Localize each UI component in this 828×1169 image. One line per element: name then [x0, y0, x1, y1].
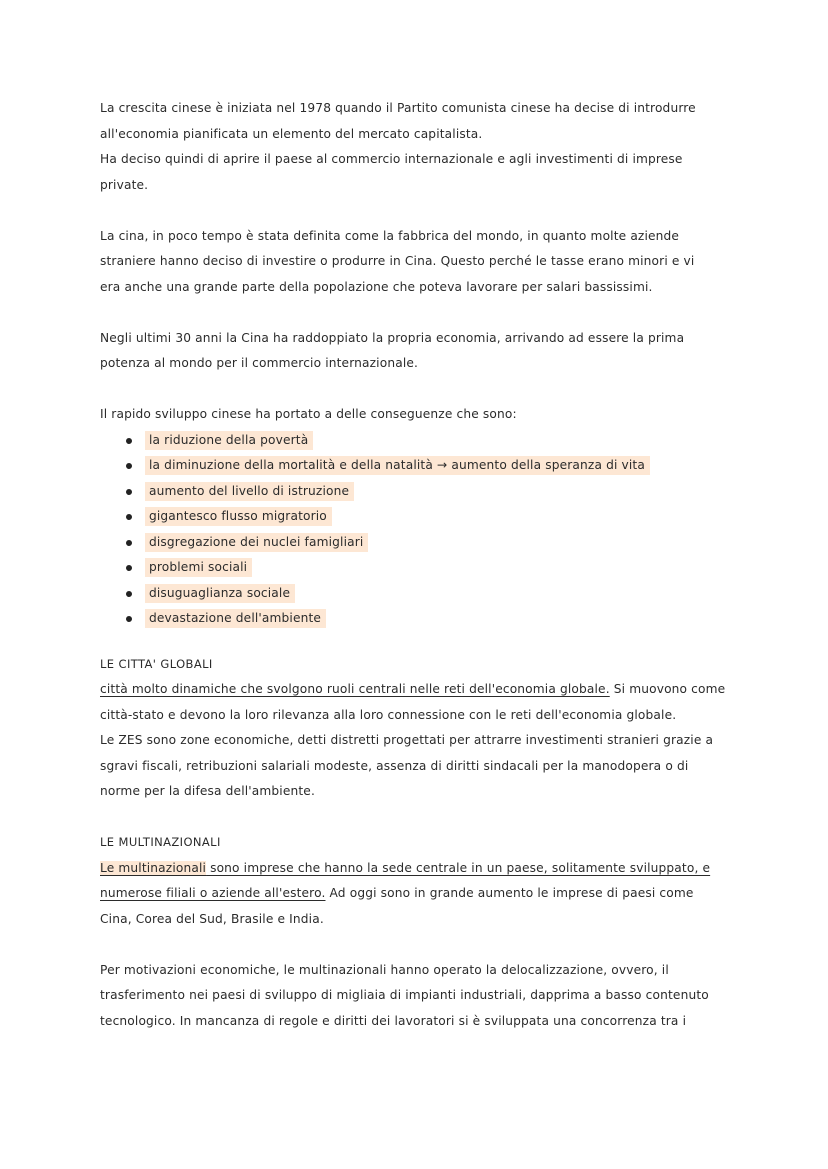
list-item [100, 581, 730, 607]
text-line: norme per la difesa dell'ambiente. [100, 784, 315, 798]
factory-paragraph [100, 224, 730, 301]
list-item [100, 555, 730, 581]
list-item [100, 479, 730, 505]
section-title: LE MULTINAZIONALI [100, 835, 221, 849]
text-line: potenza al mondo per il commercio internazionale. [100, 356, 419, 370]
list-item [100, 428, 730, 454]
consequences-intro: Il rapido sviluppo cinese ha portato a delle conseguenze che sono: [100, 407, 517, 421]
list-item-text: la riduzione della povertà [145, 431, 313, 450]
list-item-text: gigantesco flusso migratorio [145, 507, 332, 526]
bullet-icon [126, 540, 132, 546]
text-line: private. [100, 177, 149, 192]
list-item-text: aumento del livello di istruzione [145, 482, 354, 501]
growth-paragraph [100, 326, 730, 377]
list-item [100, 606, 730, 632]
text-line [100, 856, 730, 882]
notes-page [100, 96, 730, 1034]
underlined-definition: numerose filiali o aziende all'estero. [100, 886, 326, 900]
text-line: Ha deciso quindi di aprire il paese al commercio internazionale e agli investimenti di imprese [100, 152, 683, 166]
text-line: trasferimento nei paesi di sviluppo di migliaia di impianti industriali, dapprima a basso contenuto [100, 988, 709, 1002]
multinationals-section [100, 830, 730, 932]
text-line: Cina, Corea del Sud, Brasile e India. [100, 911, 324, 926]
list-item [100, 453, 730, 479]
intro-paragraph [100, 96, 730, 198]
underlined-definition: sono imprese che hanno la sede centrale in un paese, solitamente sviluppato, e [206, 860, 711, 875]
bullet-icon [126, 514, 132, 520]
list-item-text: la diminuzione della mortalità e della natalità → aumento della speranza di vita [145, 456, 650, 475]
text-line: La cina, in poco tempo è stata definita come la fabbrica del mondo, in quanto molte aziende [100, 228, 680, 243]
bullet-icon [126, 438, 132, 444]
text-line: La crescita cinese è iniziata nel 1978 quando il Partito comunista cinese ha decise di introdurre [100, 101, 696, 115]
text-line: Per motivazioni economiche, le multinazionali hanno operato la delocalizzazione, ovvero, il [100, 962, 669, 977]
highlighted-term: Le multinazionali [100, 860, 207, 875]
underlined-definition: città molto dinamiche che svolgono ruoli centrali nelle reti dell'economia globale. [100, 682, 610, 696]
list-item-text: problemi sociali [145, 558, 252, 577]
text-line: Le ZES sono zone economiche, detti distretti progettati per attrarre investimenti stranieri grazie a [100, 733, 714, 747]
list-item [100, 530, 730, 556]
bullet-icon [126, 591, 132, 597]
bullet-icon [126, 463, 132, 469]
list-item [100, 504, 730, 530]
section-title: LE CITTA' GLOBALI [100, 656, 213, 671]
text-line [100, 881, 730, 907]
text-span: Ad oggi sono in grande aumento le imprese di paesi come [325, 886, 694, 900]
text-line: era anche una grande parte della popolazione che poteva lavorare per salari bassissimi. [100, 279, 653, 294]
list-item-text: disgregazione dei nuclei famigliari [145, 533, 368, 552]
bullet-icon [126, 565, 132, 571]
consequences-list [100, 428, 730, 632]
consequences-section [100, 402, 730, 632]
text-line: Negli ultimi 30 anni la Cina ha raddoppiato la propria economia, arrivando ad essere la prima [100, 330, 685, 345]
list-item-text: devastazione dell'ambiente [145, 609, 326, 628]
delocalization-paragraph [100, 958, 730, 1035]
text-line: città-stato e devono la loro rilevanza alla loro connessione con le reti dell'economia globale. [100, 707, 677, 722]
text-span: Si muovono come [609, 682, 726, 696]
list-item-text: disuguaglianza sociale [145, 584, 295, 603]
global-cities-section [100, 652, 730, 805]
text-line: sgravi fiscali, retribuzioni salariali modeste, assenza di diritti sindacali per la manodopera o di [100, 758, 689, 773]
text-line: tecnologico. In mancanza di regole e diritti dei lavoratori si è sviluppata una concorrenza tra i [100, 1013, 687, 1028]
bullet-icon [126, 489, 132, 495]
text-line: all'economia pianificata un elemento del mercato capitalista. [100, 126, 483, 141]
text-line [100, 677, 730, 703]
bullet-icon [126, 616, 132, 622]
text-line: straniere hanno deciso di investire o produrre in Cina. Questo perché le tasse erano minori e vi [100, 254, 695, 268]
